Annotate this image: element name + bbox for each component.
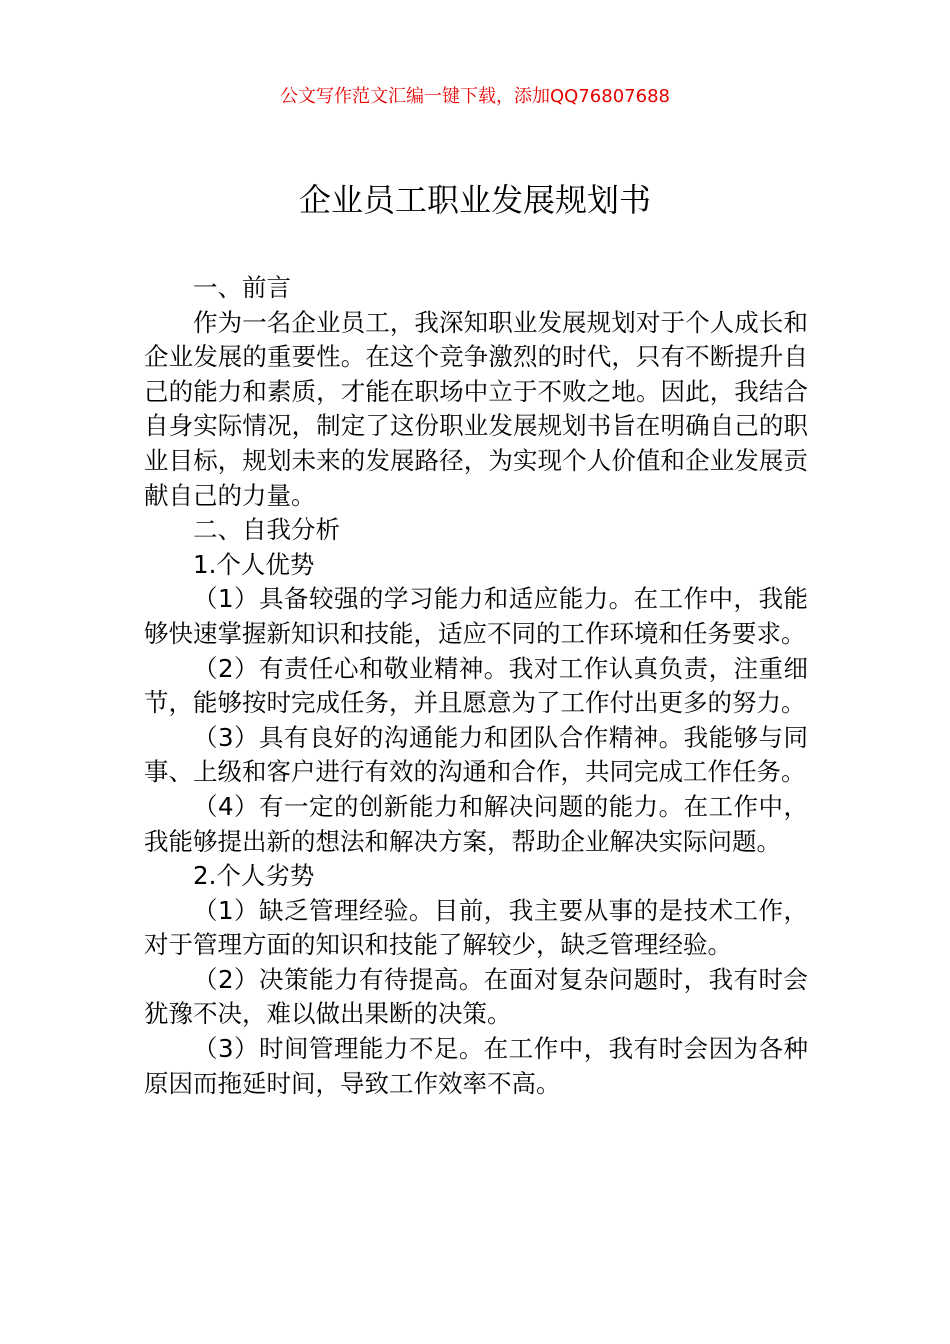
header-promo-note: 公文写作范文汇编一键下载，添加QQ76807688 [280, 86, 670, 107]
document-title: 企业员工职业发展规划书 [298, 181, 651, 219]
paragraph-weakness-2: （2）决策能力有待提高。在面对复杂问题时，我有时会犹豫不决，难以做出果断的决策。 [144, 964, 808, 1029]
heading-preface: 一、前言 [193, 273, 291, 302]
subheading-strengths: 1.个人优势 [193, 549, 315, 579]
document-body [144, 271, 808, 1101]
paragraph-weakness-1: （1）缺乏管理经验。目前，我主要从事的是技术工作，对于管理方面的知识和技能了解较少，缺乏管理经验。 [144, 895, 808, 960]
paragraph-strength-2: （2）有责任心和敬业精神。我对工作认真负责，注重细节，能够按时完成任务，并且愿意为了工作付出更多的努力。 [144, 653, 808, 718]
subheading-weaknesses: 2.个人劣势 [193, 861, 315, 891]
paragraph-strength-3: （3）具有良好的沟通能力和团队合作精神。我能够与同事、上级和客户进行有效的沟通和合作，共同完成工作任务。 [144, 722, 808, 787]
heading-self-analysis: 二、自我分析 [193, 515, 340, 545]
paragraph-strength-4: （4）有一定的创新能力和解决问题的能力。在工作中，我能够提出新的想法和解决方案，帮助企业解决实际问题。 [144, 791, 808, 856]
paragraph-weakness-3: （3）时间管理能力不足。在工作中，我有时会因为各种原因而拖延时间，导致工作效率不高。 [144, 1034, 808, 1098]
paragraph-preface: 作为一名企业员工，我深知职业发展规划对于个人成长和企业发展的重要性。在这个竞争激烈的时代，只有不断提升自己的能力和素质，才能在职场中立于不败之地。因此，我结合自身实际情况，制定了这份职业发展规划书旨在明确自己的职业目标，规划未来的发展路径，为实现个人价值和企业发展贡献自己的力量。 [144, 307, 808, 510]
paragraph-strength-1: （1）具备较强的学习能力和适应能力。在工作中，我能够快速掌握新知识和技能，适应不同的工作环境和任务要求。 [144, 584, 808, 648]
